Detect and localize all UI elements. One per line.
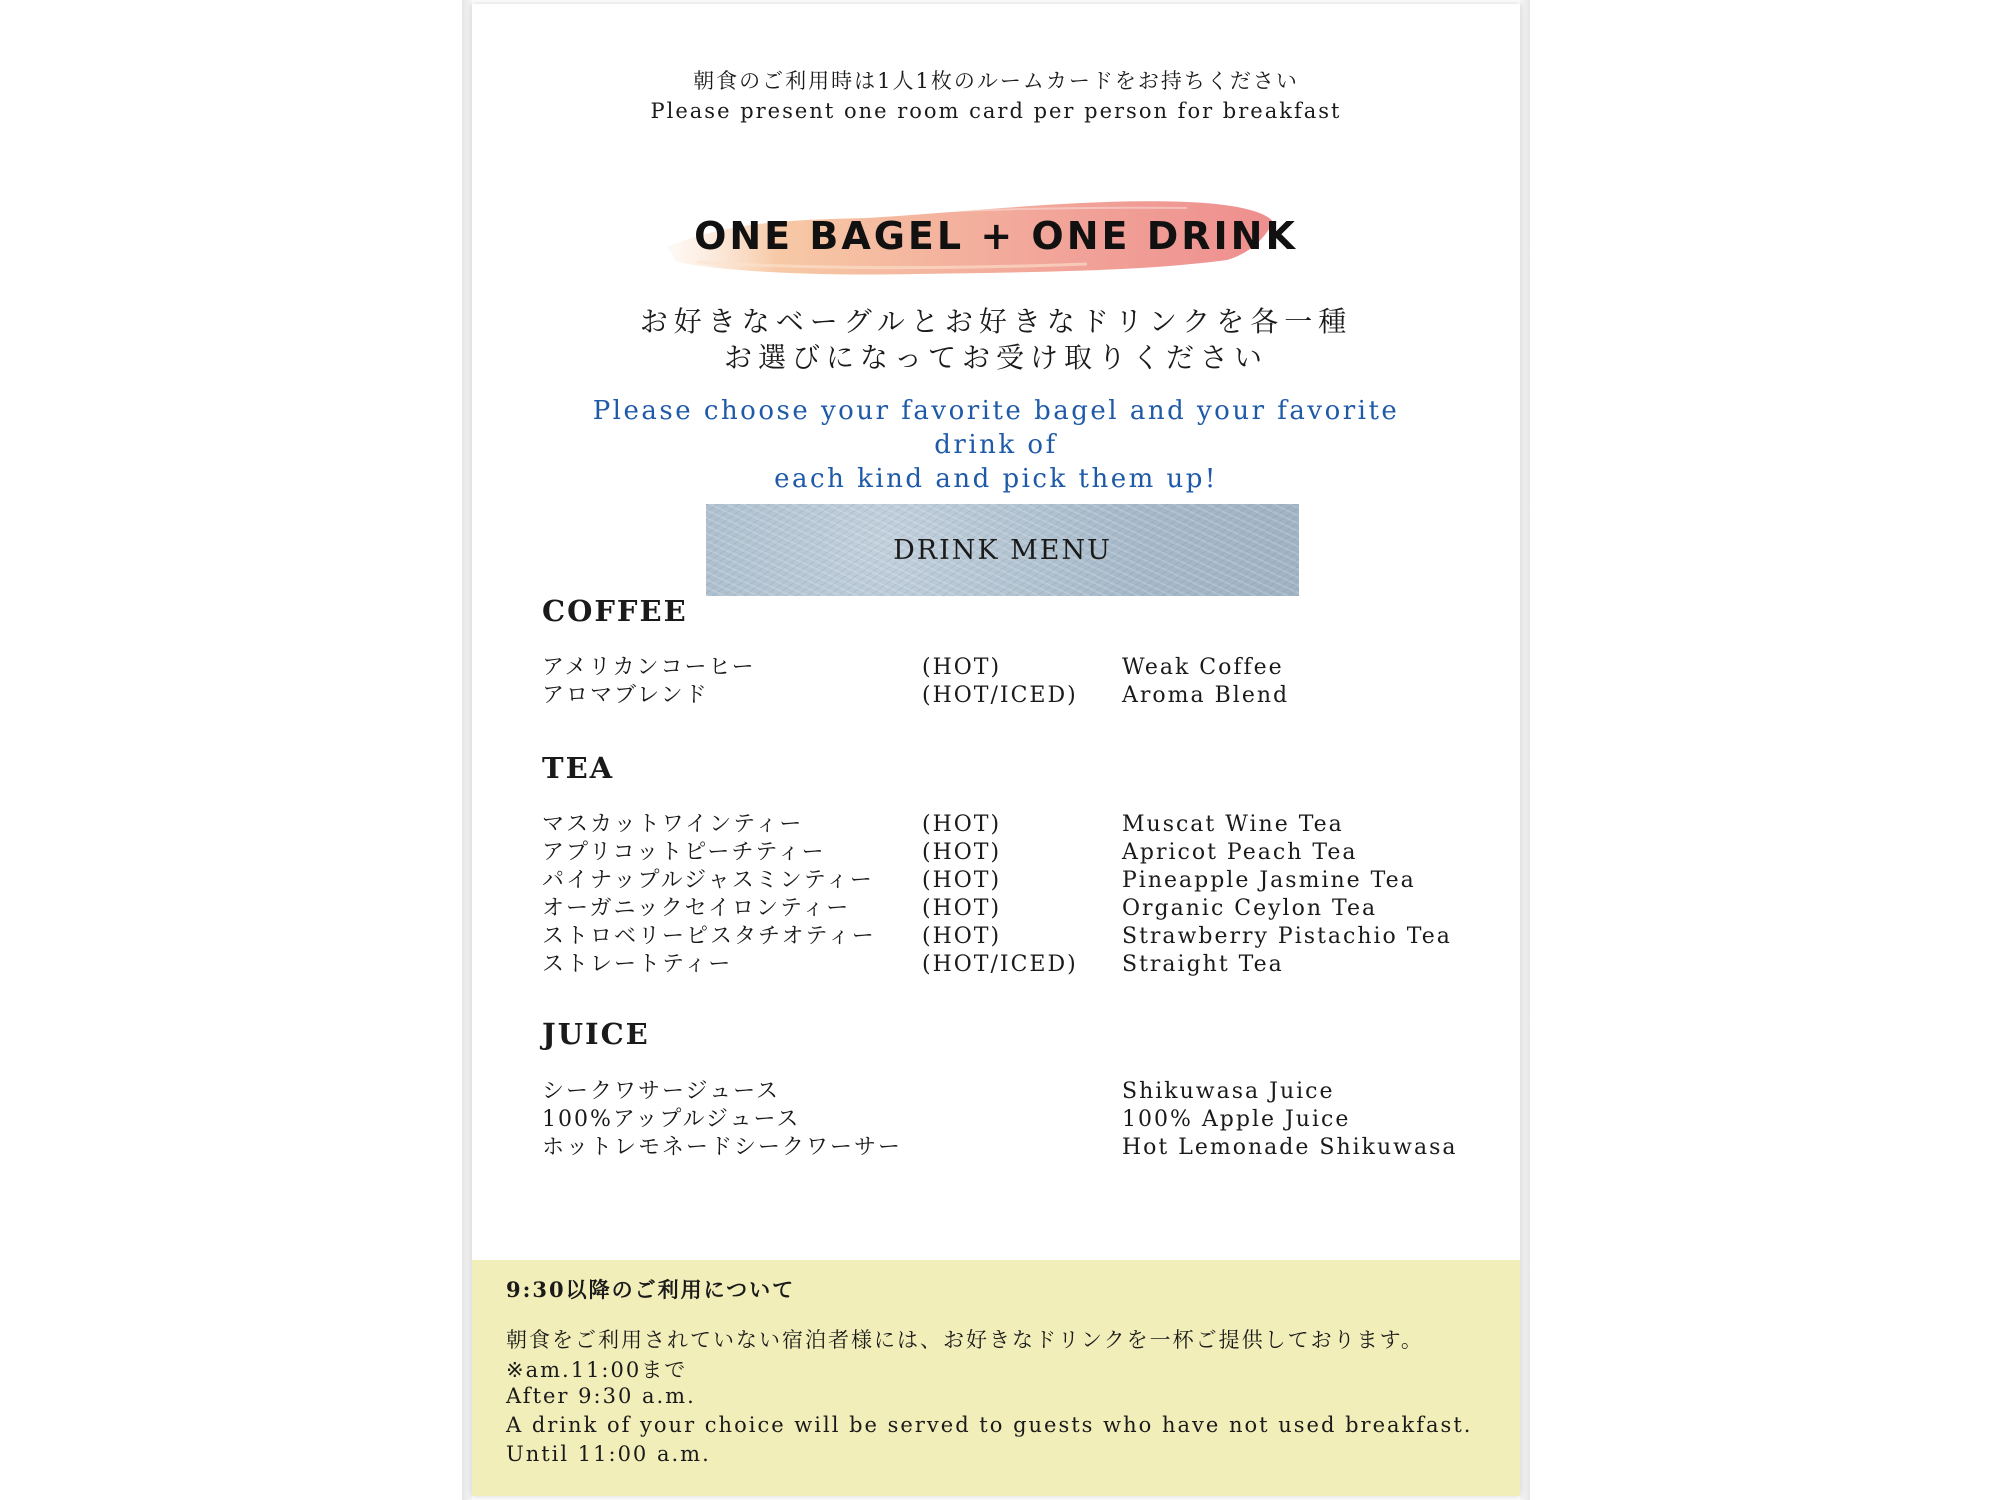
room-card-notice-jp: 朝食のご利用時は1人1枚のルームカードをお持ちください [693,69,1299,93]
after-930-line-jp: 朝食をご利用されていない宿泊者様には、お好きなドリンクを一杯ご提供しております。 [506,1328,1424,1352]
menu-item-en: Shikuwasa Juice [1122,1079,1335,1104]
menu-item-en: Hot Lemonade Shikuwasa [1122,1135,1458,1160]
menu-item-temp: (HOT) [922,868,1002,893]
menu-item-en: Muscat Wine Tea [1122,812,1344,837]
menu-item [542,1134,1458,1162]
menu-item-jp: アプリコットピーチティー [542,840,826,865]
menu-item-jp: アロマブレンド [542,683,709,708]
menu-item-jp: パイナップルジャスミンティー [542,868,874,893]
instruction-en [552,394,1440,496]
menu-item-temp: (HOT) [922,840,1002,865]
menu-item-temp: (HOT) [922,655,1002,680]
menu-item [542,895,1442,923]
menu-item [542,654,1442,682]
after-930-info-box [472,1260,1520,1496]
menu-item-en: Organic Ceylon Tea [1122,896,1378,921]
room-card-notice-en: Please present one room card per person for breakfast [650,99,1342,123]
page-margin-right [1520,0,1530,1500]
instruction-jp-line: お選びになってお受け取りください [723,341,1268,374]
menu-item [542,923,1452,951]
section-title-juice: JUICE [542,1017,650,1051]
after-930-title: 9:30以降のご利用について [506,1277,796,1302]
menu-item-jp: ストレートティー [542,952,733,977]
after-930-title-en: After 9:30 a.m. [506,1384,696,1408]
menu-item-en: Strawberry Pistachio Tea [1122,924,1452,949]
instruction-en-line: Please choose your favorite bagel and your favorite drink of [592,396,1400,460]
room-card-notice [472,66,1520,126]
menu-item [542,951,1442,979]
after-930-time-en: Until 11:00 a.m. [506,1442,711,1466]
section-title-tea: TEA [542,751,615,785]
menu-item-jp: ホットレモネードシークワーサー [542,1135,903,1160]
menu-item-jp: オーガニックセイロンティー [542,896,851,921]
after-930-line-en: A drink of your choice will be served to guests who have not used breakfast. [506,1413,1473,1437]
menu-item-jp: 100%アップルジュース [542,1107,801,1132]
menu-item [542,1078,1442,1106]
menu-item-temp: (HOT) [922,896,1002,921]
menu-item [542,811,1442,839]
menu-item [542,839,1442,867]
menu-item-en: Aroma Blend [1122,683,1290,708]
menu-item-temp: (HOT/ICED) [922,952,1078,977]
menu-item-jp: アメリカンコーヒー [542,655,756,680]
menu-item-en: Apricot Peach Tea [1122,840,1358,865]
menu-item-jp: ストロベリーピスタチオティー [542,924,876,949]
instruction-jp-line: お好きなベーグルとお好きなドリンクを各一種 [639,305,1353,338]
menu-item [542,682,1442,710]
instruction-en-line: each kind and pick them up! [774,464,1218,494]
menu-sheet [472,4,1520,1496]
instruction-jp [472,304,1520,376]
menu-item-temp: (HOT) [922,924,1002,949]
page-margin-left [462,0,472,1500]
menu-item-en: 100% Apple Juice [1122,1107,1351,1132]
section-title-coffee: COFFEE [542,594,688,628]
menu-item-en: Weak Coffee [1122,655,1284,680]
menu-item-temp: (HOT/ICED) [922,683,1078,708]
offer-headline: ONE BAGEL + ONE DRINK [694,214,1298,258]
menu-item [542,867,1442,895]
drink-menu-title: DRINK MENU [893,534,1112,566]
menu-item [542,1106,1442,1134]
menu-item-temp: (HOT) [922,812,1002,837]
menu-item-jp: マスカットワインティー [542,812,804,837]
menu-item-jp: シークワサージュース [542,1079,781,1104]
after-930-time-jp: ※am.11:00まで [506,1358,688,1382]
drink-menu-banner [706,504,1299,596]
menu-item-en: Pineapple Jasmine Tea [1122,868,1416,893]
menu-item-en: Straight Tea [1122,952,1284,977]
